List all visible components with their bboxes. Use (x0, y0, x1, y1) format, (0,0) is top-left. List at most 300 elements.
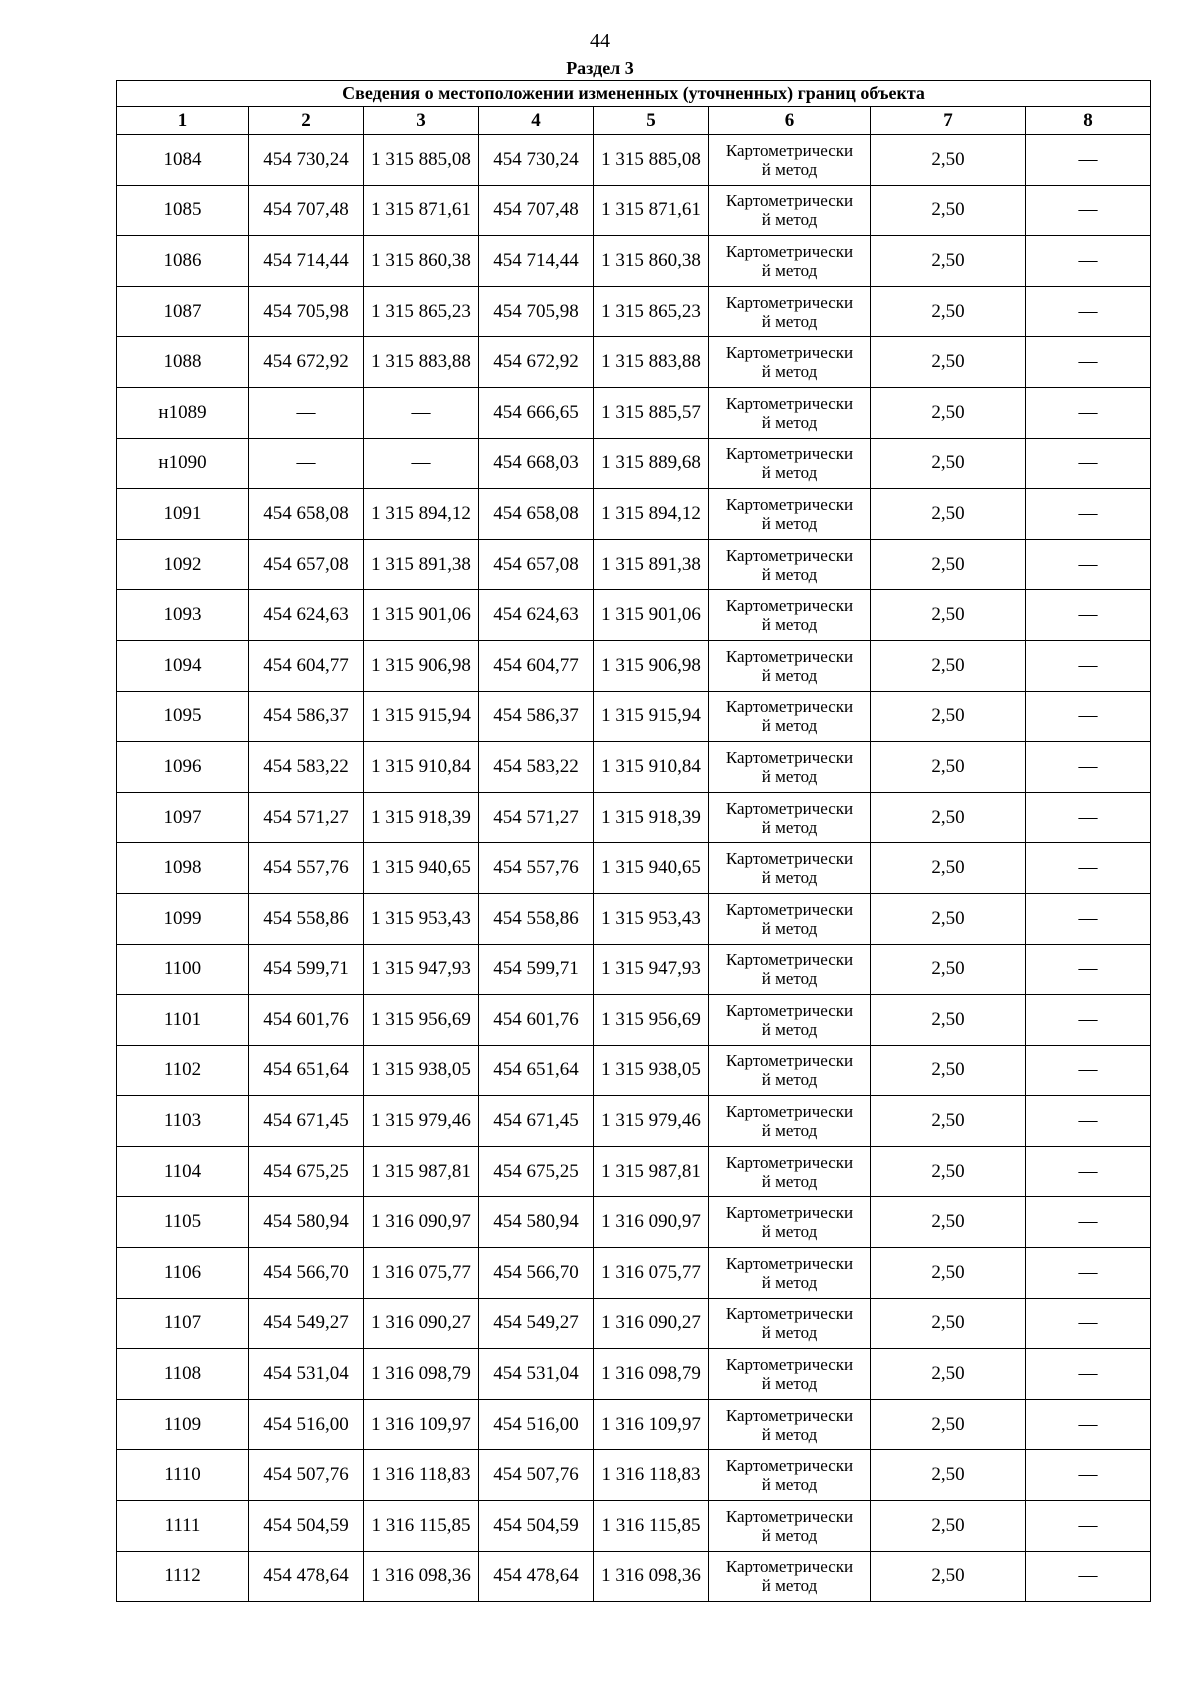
y-existing-cell: 1 315 940,65 (364, 843, 479, 894)
point-number-cell: 1098 (117, 843, 249, 894)
method-cell (709, 387, 871, 438)
y-refined-cell: 1 316 109,97 (594, 1399, 709, 1450)
point-number-cell: 1112 (117, 1551, 249, 1602)
method-text-line-2: й метод (761, 1070, 818, 1090)
note-cell: — (1026, 236, 1151, 287)
column-header: 7 (871, 107, 1026, 135)
y-existing-cell: 1 316 118,83 (364, 1450, 479, 1501)
y-refined-cell: 1 315 915,94 (594, 691, 709, 742)
accuracy-cell: 2,50 (871, 590, 1026, 641)
method-cell (709, 640, 871, 691)
accuracy-cell: 2,50 (871, 1298, 1026, 1349)
x-refined-cell: 454 583,22 (479, 742, 594, 793)
point-number-cell: 1101 (117, 995, 249, 1046)
y-existing-cell: 1 315 910,84 (364, 742, 479, 793)
table-row (117, 995, 1151, 1046)
x-refined-cell: 454 571,27 (479, 792, 594, 843)
x-existing-cell: 454 580,94 (249, 1197, 364, 1248)
note-cell: — (1026, 843, 1151, 894)
y-refined-cell: 1 315 860,38 (594, 236, 709, 287)
note-cell: — (1026, 893, 1151, 944)
x-existing-cell: 454 604,77 (249, 640, 364, 691)
x-existing-cell: 454 571,27 (249, 792, 364, 843)
accuracy-cell: 2,50 (871, 438, 1026, 489)
y-existing-cell: 1 316 098,36 (364, 1551, 479, 1602)
note-cell: — (1026, 995, 1151, 1046)
method-text-line-1: Картометрически (725, 545, 854, 565)
note-cell: — (1026, 1298, 1151, 1349)
y-refined-cell: 1 315 956,69 (594, 995, 709, 1046)
note-cell: — (1026, 1146, 1151, 1197)
y-refined-cell: 1 315 979,46 (594, 1096, 709, 1147)
table-row (117, 539, 1151, 590)
table-row (117, 843, 1151, 894)
method-cell (709, 843, 871, 894)
point-number-cell: 1102 (117, 1045, 249, 1096)
method-text-line-1: Картометрически (725, 1304, 854, 1324)
y-refined-cell: 1 315 885,57 (594, 387, 709, 438)
point-number-cell: 1104 (117, 1146, 249, 1197)
point-number-cell: 1103 (117, 1096, 249, 1147)
table-row (117, 337, 1151, 388)
x-existing-cell: — (249, 387, 364, 438)
x-existing-cell: 454 557,76 (249, 843, 364, 894)
method-text-line-2: й метод (761, 1272, 818, 1292)
accuracy-cell: 2,50 (871, 1096, 1026, 1147)
point-number-cell: 1087 (117, 286, 249, 337)
point-number-cell: 1085 (117, 185, 249, 236)
accuracy-cell: 2,50 (871, 995, 1026, 1046)
table-row (117, 893, 1151, 944)
point-number-cell: 1096 (117, 742, 249, 793)
note-cell: — (1026, 286, 1151, 337)
note-cell: — (1026, 387, 1151, 438)
x-refined-cell: 454 604,77 (479, 640, 594, 691)
point-number-cell: 1093 (117, 590, 249, 641)
note-cell: — (1026, 1197, 1151, 1248)
method-text-line-1: Картометрически (725, 596, 854, 616)
y-refined-cell: 1 315 865,23 (594, 286, 709, 337)
point-number-cell: 1094 (117, 640, 249, 691)
x-refined-cell: 454 566,70 (479, 1248, 594, 1299)
table-row (117, 1248, 1151, 1299)
table-row (117, 185, 1151, 236)
x-existing-cell: 454 507,76 (249, 1450, 364, 1501)
method-text-line-1: Картометрически (725, 241, 854, 261)
point-number-cell: 1108 (117, 1349, 249, 1400)
column-header: 8 (1026, 107, 1151, 135)
accuracy-cell: 2,50 (871, 1501, 1026, 1552)
method-cell (709, 1248, 871, 1299)
method-text-line-1: Картометрически (725, 646, 854, 666)
note-cell: — (1026, 489, 1151, 540)
table-row (117, 590, 1151, 641)
accuracy-cell: 2,50 (871, 236, 1026, 287)
method-text-line-2: й метод (761, 918, 818, 938)
method-text-line-2: й метод (761, 665, 818, 685)
y-existing-cell: 1 315 906,98 (364, 640, 479, 691)
method-cell (709, 438, 871, 489)
method-cell (709, 1045, 871, 1096)
method-text-line-1: Картометрически (725, 191, 854, 211)
y-existing-cell: — (364, 387, 479, 438)
method-text-line-1: Картометрически (725, 747, 854, 767)
y-refined-cell: 1 316 118,83 (594, 1450, 709, 1501)
note-cell: — (1026, 1450, 1151, 1501)
method-cell (709, 286, 871, 337)
x-refined-cell: 454 651,64 (479, 1045, 594, 1096)
accuracy-cell: 2,50 (871, 337, 1026, 388)
x-existing-cell: 454 624,63 (249, 590, 364, 641)
table-row (117, 944, 1151, 995)
note-cell: — (1026, 1045, 1151, 1096)
method-cell (709, 691, 871, 742)
y-existing-cell: 1 315 885,08 (364, 135, 479, 186)
accuracy-cell: 2,50 (871, 1248, 1026, 1299)
method-text-line-2: й метод (761, 1475, 818, 1495)
method-text-line-2: й метод (761, 1171, 818, 1191)
y-refined-cell: 1 315 947,93 (594, 944, 709, 995)
method-text-line-2: й метод (761, 716, 818, 736)
y-refined-cell: 1 315 901,06 (594, 590, 709, 641)
x-refined-cell: 454 549,27 (479, 1298, 594, 1349)
table-row (117, 286, 1151, 337)
y-existing-cell: 1 316 098,79 (364, 1349, 479, 1400)
y-existing-cell: 1 315 947,93 (364, 944, 479, 995)
y-existing-cell: 1 315 883,88 (364, 337, 479, 388)
x-existing-cell: 454 671,45 (249, 1096, 364, 1147)
x-refined-cell: 454 666,65 (479, 387, 594, 438)
point-number-cell: 1111 (117, 1501, 249, 1552)
y-existing-cell: 1 315 871,61 (364, 185, 479, 236)
point-number-cell: н1090 (117, 438, 249, 489)
method-cell (709, 1501, 871, 1552)
table-row (117, 1399, 1151, 1450)
x-existing-cell: 454 675,25 (249, 1146, 364, 1197)
x-refined-cell: 454 558,86 (479, 893, 594, 944)
method-cell (709, 944, 871, 995)
point-number-cell: 1092 (117, 539, 249, 590)
accuracy-cell: 2,50 (871, 539, 1026, 590)
method-text-line-2: й метод (761, 1576, 818, 1596)
y-existing-cell: 1 315 865,23 (364, 286, 479, 337)
y-refined-cell: 1 315 891,38 (594, 539, 709, 590)
table-row (117, 1349, 1151, 1400)
table-row (117, 1197, 1151, 1248)
y-existing-cell: 1 315 918,39 (364, 792, 479, 843)
point-number-cell: 1099 (117, 893, 249, 944)
point-number-cell: 1088 (117, 337, 249, 388)
y-refined-cell: 1 315 894,12 (594, 489, 709, 540)
method-text-line-1: Картометрически (725, 899, 854, 919)
method-text-line-1: Картометрически (725, 1456, 854, 1476)
y-existing-cell: 1 315 901,06 (364, 590, 479, 641)
method-text-line-1: Картометрически (725, 798, 854, 818)
accuracy-cell: 2,50 (871, 1551, 1026, 1602)
y-existing-cell: 1 316 090,27 (364, 1298, 479, 1349)
table-body (117, 135, 1151, 1602)
x-refined-cell: 454 714,44 (479, 236, 594, 287)
method-cell (709, 1197, 871, 1248)
column-header: 4 (479, 107, 594, 135)
page-number: 44 (590, 30, 610, 52)
note-cell: — (1026, 1248, 1151, 1299)
method-text-line-1: Картометрически (725, 849, 854, 869)
method-text-line-1: Картометрически (725, 1506, 854, 1526)
x-refined-cell: 454 531,04 (479, 1349, 594, 1400)
method-text-line-2: й метод (761, 463, 818, 483)
method-cell (709, 1096, 871, 1147)
boundary-coordinates-table (116, 80, 1151, 1602)
y-refined-cell: 1 316 075,77 (594, 1248, 709, 1299)
accuracy-cell: 2,50 (871, 691, 1026, 742)
method-cell (709, 1146, 871, 1197)
y-refined-cell: 1 315 953,43 (594, 893, 709, 944)
note-cell: — (1026, 337, 1151, 388)
y-refined-cell: 1 315 889,68 (594, 438, 709, 489)
method-text-line-1: Картометрически (725, 1253, 854, 1273)
note-cell: — (1026, 792, 1151, 843)
method-text-line-2: й метод (761, 969, 818, 989)
point-number-cell: 1086 (117, 236, 249, 287)
method-text-line-1: Картометрически (725, 1203, 854, 1223)
y-refined-cell: 1 316 098,79 (594, 1349, 709, 1400)
note-cell: — (1026, 135, 1151, 186)
table-row (117, 236, 1151, 287)
x-refined-cell: 454 668,03 (479, 438, 594, 489)
accuracy-cell: 2,50 (871, 1146, 1026, 1197)
x-existing-cell: 454 583,22 (249, 742, 364, 793)
x-refined-cell: 454 586,37 (479, 691, 594, 742)
y-existing-cell: 1 316 090,97 (364, 1197, 479, 1248)
accuracy-cell: 2,50 (871, 1450, 1026, 1501)
y-existing-cell: 1 315 894,12 (364, 489, 479, 540)
x-refined-cell: 454 705,98 (479, 286, 594, 337)
x-refined-cell: 454 730,24 (479, 135, 594, 186)
method-text-line-1: Картометрически (725, 1355, 854, 1375)
x-existing-cell: 454 531,04 (249, 1349, 364, 1400)
column-header: 1 (117, 107, 249, 135)
x-existing-cell: 454 657,08 (249, 539, 364, 590)
method-text-line-1: Картометрически (725, 140, 854, 160)
method-text-line-1: Картометрически (725, 950, 854, 970)
method-text-line-2: й метод (761, 311, 818, 331)
accuracy-cell: 2,50 (871, 1399, 1026, 1450)
method-cell (709, 539, 871, 590)
table-caption-row (117, 81, 1151, 107)
method-cell (709, 590, 871, 641)
method-text-line-2: й метод (761, 1323, 818, 1343)
accuracy-cell: 2,50 (871, 640, 1026, 691)
method-cell (709, 489, 871, 540)
table-caption: Сведения о местоположении измененных (уточненных) границ объекта (117, 81, 1151, 107)
method-text-line-2: й метод (761, 766, 818, 786)
method-cell (709, 792, 871, 843)
method-text-line-2: й метод (761, 868, 818, 888)
table-row (117, 640, 1151, 691)
method-cell (709, 337, 871, 388)
x-refined-cell: 454 624,63 (479, 590, 594, 641)
accuracy-cell: 2,50 (871, 387, 1026, 438)
x-refined-cell: 454 657,08 (479, 539, 594, 590)
method-cell (709, 742, 871, 793)
y-refined-cell: 1 315 938,05 (594, 1045, 709, 1096)
method-text-line-2: й метод (761, 615, 818, 635)
y-existing-cell: 1 315 915,94 (364, 691, 479, 742)
method-text-line-2: й метод (761, 1374, 818, 1394)
x-existing-cell: 454 504,59 (249, 1501, 364, 1552)
x-existing-cell: 454 714,44 (249, 236, 364, 287)
y-existing-cell: 1 315 953,43 (364, 893, 479, 944)
method-text-line-1: Картометрически (725, 1152, 854, 1172)
method-text-line-1: Картометрически (725, 393, 854, 413)
x-existing-cell: 454 707,48 (249, 185, 364, 236)
x-existing-cell: 454 516,00 (249, 1399, 364, 1450)
y-existing-cell: 1 315 987,81 (364, 1146, 479, 1197)
table-row (117, 1298, 1151, 1349)
x-refined-cell: 454 478,64 (479, 1551, 594, 1602)
table-row (117, 691, 1151, 742)
accuracy-cell: 2,50 (871, 843, 1026, 894)
method-text-line-2: й метод (761, 412, 818, 432)
x-existing-cell: 454 566,70 (249, 1248, 364, 1299)
x-refined-cell: 454 599,71 (479, 944, 594, 995)
method-cell (709, 1298, 871, 1349)
method-text-line-1: Картометрически (725, 1051, 854, 1071)
method-text-line-1: Картометрически (725, 494, 854, 514)
x-refined-cell: 454 671,45 (479, 1096, 594, 1147)
note-cell: — (1026, 742, 1151, 793)
accuracy-cell: 2,50 (871, 1349, 1026, 1400)
method-text-line-1: Картометрически (725, 444, 854, 464)
x-refined-cell: 454 672,92 (479, 337, 594, 388)
x-refined-cell: 454 580,94 (479, 1197, 594, 1248)
table-row (117, 387, 1151, 438)
table-row (117, 489, 1151, 540)
column-header: 5 (594, 107, 709, 135)
table-row (117, 1096, 1151, 1147)
y-refined-cell: 1 315 940,65 (594, 843, 709, 894)
method-cell (709, 185, 871, 236)
y-existing-cell: 1 315 891,38 (364, 539, 479, 590)
y-existing-cell: 1 315 860,38 (364, 236, 479, 287)
accuracy-cell: 2,50 (871, 489, 1026, 540)
accuracy-cell: 2,50 (871, 135, 1026, 186)
accuracy-cell: 2,50 (871, 792, 1026, 843)
column-header: 3 (364, 107, 479, 135)
method-text-line-1: Картометрически (725, 1405, 854, 1425)
y-refined-cell: 1 316 098,36 (594, 1551, 709, 1602)
point-number-cell: 1109 (117, 1399, 249, 1450)
point-number-cell: 1100 (117, 944, 249, 995)
x-refined-cell: 454 504,59 (479, 1501, 594, 1552)
column-number-row (117, 107, 1151, 135)
point-number-cell: 1097 (117, 792, 249, 843)
method-cell (709, 1450, 871, 1501)
method-text-line-2: й метод (761, 1019, 818, 1039)
x-existing-cell: 454 658,08 (249, 489, 364, 540)
method-cell (709, 1399, 871, 1450)
point-number-cell: 1105 (117, 1197, 249, 1248)
x-refined-cell: 454 601,76 (479, 995, 594, 1046)
method-text-line-1: Картометрически (725, 1102, 854, 1122)
method-cell (709, 1551, 871, 1602)
point-number-cell: 1095 (117, 691, 249, 742)
x-existing-cell: 454 558,86 (249, 893, 364, 944)
y-refined-cell: 1 316 115,85 (594, 1501, 709, 1552)
section-title: Раздел 3 (566, 58, 634, 78)
x-existing-cell: 454 672,92 (249, 337, 364, 388)
method-text-line-1: Картометрически (725, 343, 854, 363)
x-refined-cell: 454 707,48 (479, 185, 594, 236)
x-existing-cell: 454 601,76 (249, 995, 364, 1046)
method-text-line-2: й метод (761, 260, 818, 280)
y-refined-cell: 1 315 883,88 (594, 337, 709, 388)
table-row (117, 438, 1151, 489)
y-refined-cell: 1 315 918,39 (594, 792, 709, 843)
y-existing-cell: — (364, 438, 479, 489)
note-cell: — (1026, 640, 1151, 691)
method-text-line-1: Картометрически (725, 697, 854, 717)
x-existing-cell: 454 586,37 (249, 691, 364, 742)
table-row (117, 1551, 1151, 1602)
note-cell: — (1026, 1349, 1151, 1400)
note-cell: — (1026, 438, 1151, 489)
accuracy-cell: 2,50 (871, 944, 1026, 995)
point-number-cell: 1110 (117, 1450, 249, 1501)
note-cell: — (1026, 590, 1151, 641)
y-refined-cell: 1 316 090,27 (594, 1298, 709, 1349)
point-number-cell: 1084 (117, 135, 249, 186)
y-existing-cell: 1 315 938,05 (364, 1045, 479, 1096)
method-text-line-1: Картометрически (725, 1000, 854, 1020)
method-text-line-2: й метод (761, 817, 818, 837)
method-text-line-2: й метод (761, 1525, 818, 1545)
x-existing-cell: 454 730,24 (249, 135, 364, 186)
note-cell: — (1026, 691, 1151, 742)
column-header: 2 (249, 107, 364, 135)
method-text-line-2: й метод (761, 1121, 818, 1141)
note-cell: — (1026, 1096, 1151, 1147)
x-refined-cell: 454 675,25 (479, 1146, 594, 1197)
table-row (117, 742, 1151, 793)
note-cell: — (1026, 1399, 1151, 1450)
x-refined-cell: 454 658,08 (479, 489, 594, 540)
y-existing-cell: 1 316 075,77 (364, 1248, 479, 1299)
method-cell (709, 1349, 871, 1400)
y-existing-cell: 1 316 109,97 (364, 1399, 479, 1450)
table-row (117, 1146, 1151, 1197)
point-number-cell: 1107 (117, 1298, 249, 1349)
note-cell: — (1026, 1551, 1151, 1602)
y-existing-cell: 1 316 115,85 (364, 1501, 479, 1552)
method-text-line-1: Картометрически (725, 1557, 854, 1577)
method-text-line-2: й метод (761, 159, 818, 179)
table-row (117, 1045, 1151, 1096)
method-text-line-2: й метод (761, 564, 818, 584)
table-row (117, 135, 1151, 186)
point-number-cell: 1106 (117, 1248, 249, 1299)
x-existing-cell: 454 478,64 (249, 1551, 364, 1602)
method-text-line-2: й метод (761, 1424, 818, 1444)
column-header: 6 (709, 107, 871, 135)
method-text-line-2: й метод (761, 1222, 818, 1242)
accuracy-cell: 2,50 (871, 742, 1026, 793)
y-existing-cell: 1 315 979,46 (364, 1096, 479, 1147)
point-number-cell: 1091 (117, 489, 249, 540)
accuracy-cell: 2,50 (871, 286, 1026, 337)
x-existing-cell: — (249, 438, 364, 489)
